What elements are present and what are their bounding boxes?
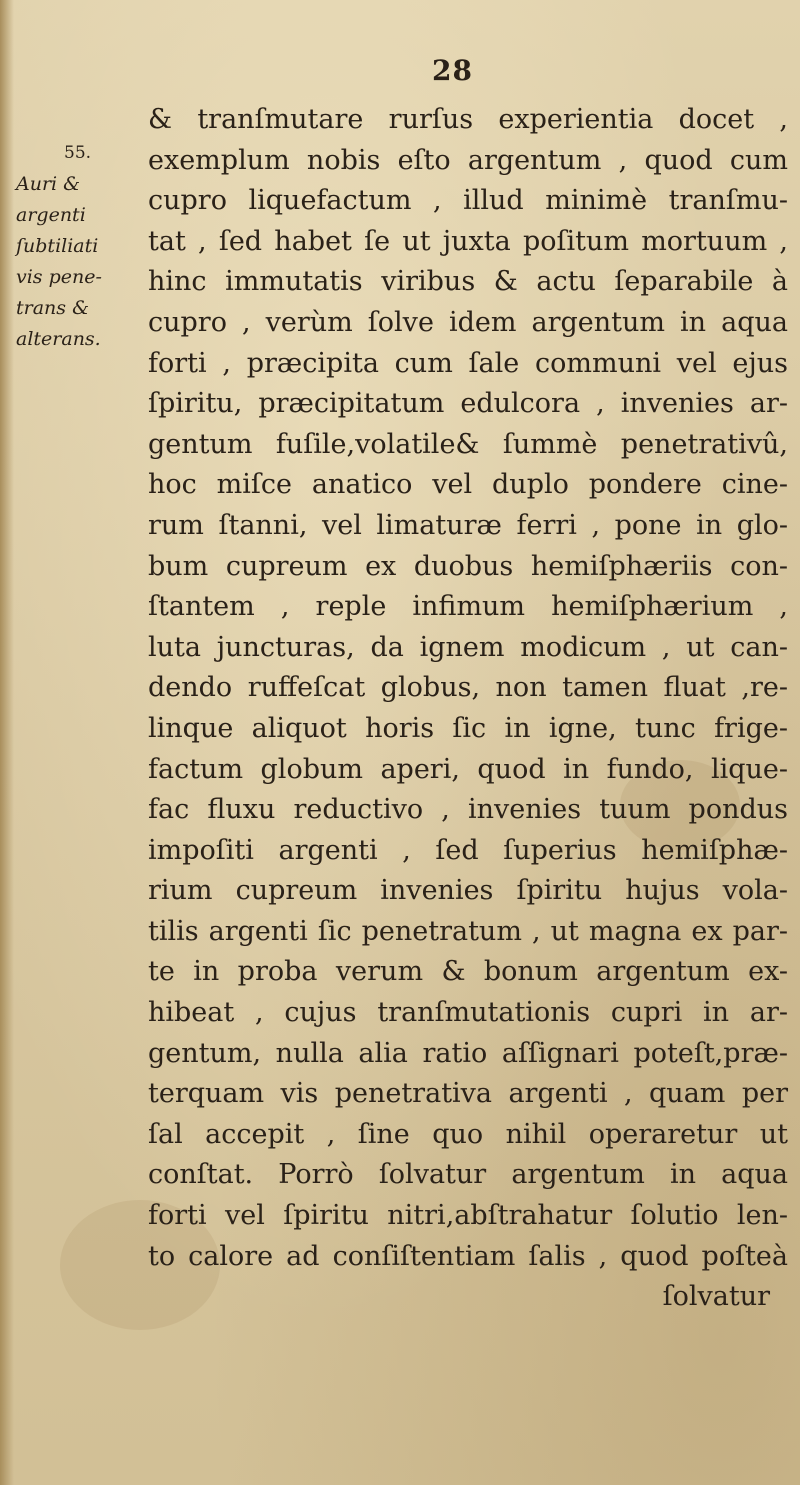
text-line: hinc immutatis viribus & actu ſeparabile à xyxy=(148,266,788,298)
text-line: tat , ſed habet ſe ut juxta poſitum mortuum , xyxy=(148,225,788,257)
text-line: & tranſmutare rurſus experientia docet , xyxy=(148,104,788,135)
text-line: dendo ruffeſcat globus, non tamen fluat ,re- xyxy=(148,672,788,704)
catchword: ſolvatur xyxy=(662,1281,770,1313)
margin-note-line: Auri & xyxy=(16,173,81,195)
text-line: rum ſtanni, vel limaturæ ferri , pone in glo- xyxy=(148,509,788,541)
body-text xyxy=(148,100,788,1318)
text-line: ſal accepit , ſine quo nihil operaretur ut xyxy=(148,1118,788,1150)
margin-note-line: vis pene- xyxy=(16,266,102,288)
margin-note-line: alterans. xyxy=(16,328,101,350)
margin-note-line: argenti xyxy=(16,204,86,226)
margin-note-number: 55. xyxy=(64,143,92,163)
text-line: rium cupreum invenies ſpiritu hujus vola- xyxy=(148,875,788,907)
text-line: factum globum aperi, quod in fundo, lique- xyxy=(148,753,788,785)
text-line: cupro , verùm ſolve idem argentum in aqua xyxy=(148,306,788,338)
text-line: ſpiritu, præcipitatum edulcora , invenies ar- xyxy=(148,388,788,420)
text-line: gentum, nulla alia ratio aſſignari poteſt,præ- xyxy=(148,1037,788,1069)
text-line: gentum fuſile,volatile& ſummè penetrativû, xyxy=(148,428,788,460)
text-line: forti vel ſpiritu nitri,abſtrahatur ſolutio len- xyxy=(148,1200,788,1232)
text-line: conſtat. Porrò ſolvatur argentum in aqua xyxy=(148,1159,788,1191)
text-line: bum cupreum ex duobus hemiſphæriis con- xyxy=(148,550,788,582)
text-line: hoc miſce anatico vel duplo pondere cine- xyxy=(148,469,788,501)
margin-note-line: trans & xyxy=(16,297,89,319)
text-line: luta juncturas, da ignem modicum , ut can- xyxy=(148,631,788,663)
text-line: to calore ad conſiſtentiam ſalis , quod poſteà xyxy=(148,1240,788,1272)
margin-note-line: ſubtiliati xyxy=(16,235,99,257)
text-line: terquam vis penetrativa argenti , quam per xyxy=(148,1078,788,1110)
text-line: linque aliquot horis ſic in igne, tunc frige- xyxy=(148,712,788,744)
text-line: impoſiti argenti , ſed ſuperius hemiſphæ- xyxy=(148,834,788,866)
margin-note xyxy=(16,138,146,355)
text-line: tilis argenti ſic penetratum , ut magna ex par- xyxy=(148,915,788,947)
text-line: ſtantem , reple infimum hemiſphærium , xyxy=(148,591,788,623)
text-line: forti , præcipita cum ſale communi vel ejus xyxy=(148,347,788,379)
text-line: te in proba verum & bonum argentum ex- xyxy=(148,956,788,988)
page-edge-shadow xyxy=(0,0,14,1485)
page-number: 28 xyxy=(432,54,473,87)
text-line: cupro liquefactum , illud minimè tranſmu- xyxy=(148,185,788,217)
text-line: fac fluxu reductivo , invenies tuum pondus xyxy=(148,794,788,826)
text-line: exemplum nobis eſto argentum , quod cum xyxy=(148,144,788,176)
text-line: hibeat , cujus tranſmutationis cupri in ar- xyxy=(148,997,788,1029)
